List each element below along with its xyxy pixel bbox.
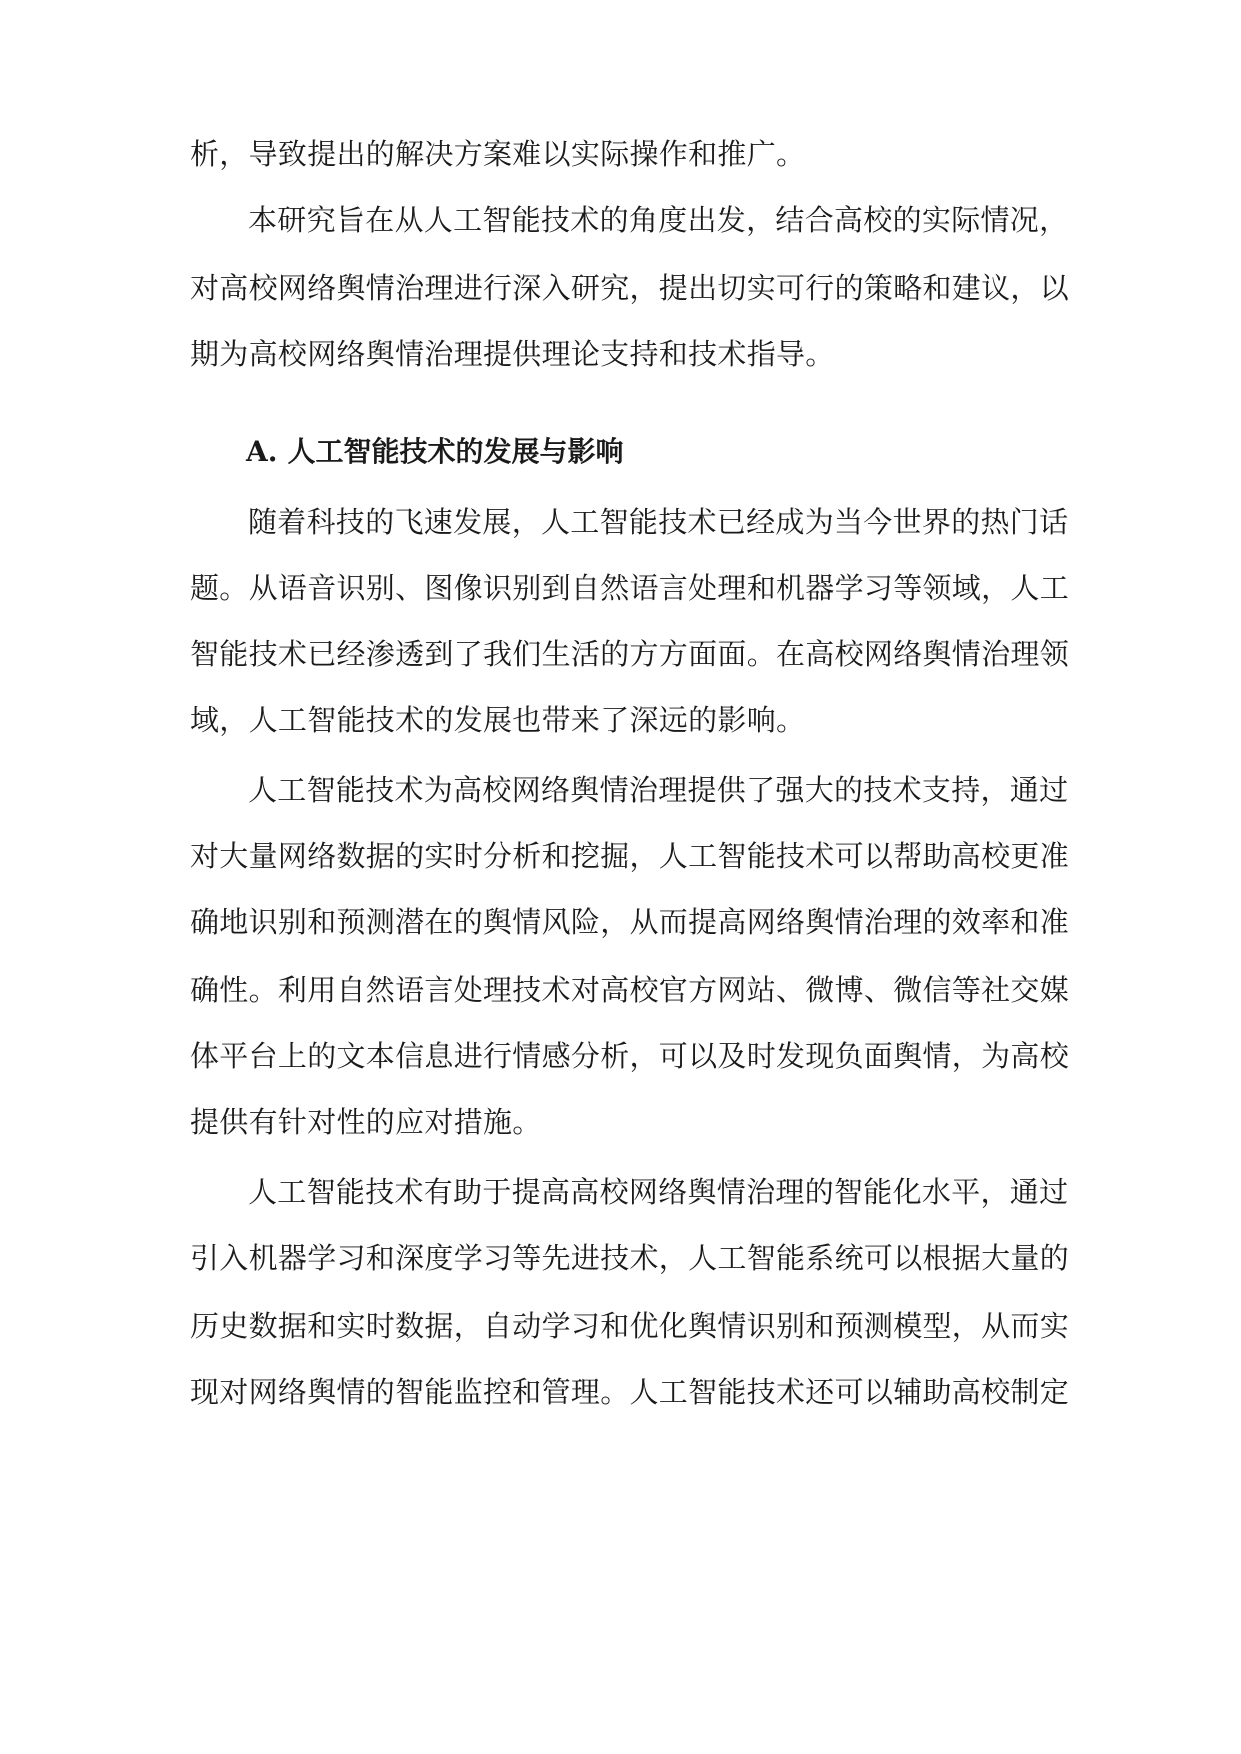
paragraph-line: 人工智能技术有助于提高高校网络舆情治理的智能化水平，通过 [248, 1175, 1069, 1209]
section-heading [246, 432, 624, 472]
paragraph-line: 智能技术已经渗透到了我们生活的方方面面。在高校网络舆情治理领 [190, 637, 1070, 671]
paragraph-line: 题。从语音识别、图像识别到自然语言处理和机器学习等领域，人工 [190, 571, 1070, 605]
section-number: A. [246, 435, 278, 468]
paragraph-line: 随着科技的飞速发展，人工智能技术已经成为当今世界的热门话 [248, 505, 1069, 539]
paragraph-line: 人工智能技术为高校网络舆情治理提供了强大的技术支持，通过 [248, 773, 1069, 807]
paragraph-line: 期为高校网络舆情治理提供理论支持和技术指导。 [190, 337, 835, 371]
paragraph-line: 确性。利用自然语言处理技术对高校官方网站、微博、微信等社交媒 [190, 973, 1070, 1007]
paragraph-line: 提供有针对性的应对措施。 [190, 1105, 542, 1139]
paragraph-line: 对高校网络舆情治理进行深入研究，提出切实可行的策略和建议，以 [190, 271, 1070, 305]
section-title: 人工智能技术的发展与影响 [287, 435, 624, 468]
paragraph-line: 本研究旨在从人工智能技术的角度出发，结合高校的实际情况， [248, 203, 1069, 237]
paragraph-line: 体平台上的文本信息进行情感分析，可以及时发现负面舆情，为高校 [190, 1039, 1070, 1073]
paragraph-line: 析，导致提出的解决方案难以实际操作和推广。 [190, 137, 806, 171]
paragraph-line: 历史数据和实时数据，自动学习和优化舆情识别和预测模型，从而实 [190, 1309, 1070, 1343]
paragraph-line: 现对网络舆情的智能监控和管理。人工智能技术还可以辅助高校制定 [190, 1375, 1070, 1409]
paragraph-line: 确地识别和预测潜在的舆情风险，从而提高网络舆情治理的效率和准 [190, 905, 1070, 939]
paragraph-line: 域，人工智能技术的发展也带来了深远的影响。 [190, 703, 806, 737]
paragraph-line: 引入机器学习和深度学习等先进技术，人工智能系统可以根据大量的 [190, 1241, 1070, 1275]
paragraph-line: 对大量网络数据的实时分析和挖掘，人工智能技术可以帮助高校更准 [190, 839, 1070, 873]
